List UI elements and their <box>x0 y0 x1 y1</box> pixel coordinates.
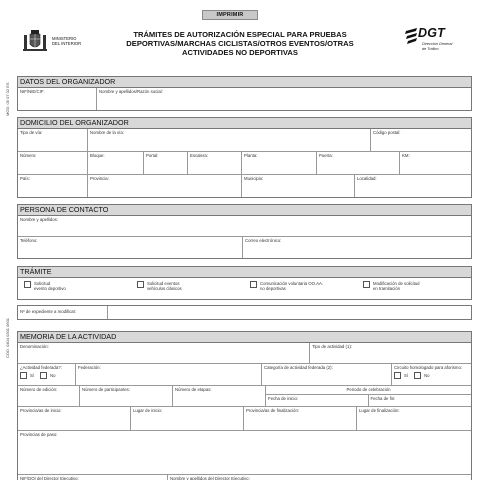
section-heading-organizador: DATOS DEL ORGANIZADOR <box>18 77 471 88</box>
categoria-field[interactable]: Categoría de actividad federada (2): <box>262 364 392 385</box>
expediente-row <box>17 305 472 320</box>
organizer-name-field[interactable]: Nombre y apellidos/Razón social: <box>99 89 163 94</box>
checkbox-modificacion-solicitud[interactable] <box>363 281 370 288</box>
block-field[interactable]: Bloque: <box>88 152 144 174</box>
circuito-no-checkbox[interactable] <box>414 372 421 379</box>
federacion-field[interactable]: Federación: <box>76 364 262 385</box>
federada-si-checkbox[interactable] <box>20 372 27 379</box>
director-name-field[interactable]: Nombre y apellidos del Director Ejecutivo: <box>170 476 250 480</box>
street-type-field[interactable]: Tipo de vía: <box>18 129 88 151</box>
edicion-field[interactable]: Número de edición: <box>18 386 80 406</box>
expediente-input[interactable] <box>108 306 471 319</box>
number-field[interactable]: Número: <box>18 152 88 174</box>
circuito-field: Circuito homologado para aforismo: Sí No <box>394 365 463 378</box>
option-comunicacion-voluntaria[interactable]: Comunicación voluntaria OO.AA. no deportivas <box>246 279 355 293</box>
provincia-fin-field[interactable]: Provincia/as de finalización: <box>244 407 357 430</box>
municipality-field[interactable]: Municipio: <box>242 175 355 197</box>
phone-field[interactable]: Teléfono: <box>18 237 243 258</box>
provincias-paso-field[interactable]: Provincias de paso: <box>20 432 58 437</box>
section-organizador <box>17 76 472 111</box>
section-tramite <box>17 266 472 300</box>
province-field[interactable]: Provincia: <box>88 175 242 197</box>
etapas-field[interactable]: Número de etapas: <box>173 386 266 406</box>
lugar-inicio-field[interactable]: Lugar de inicio: <box>131 407 244 430</box>
option-evento-deportivo[interactable]: Solicitud evento deportivo <box>20 279 129 293</box>
provincia-inicio-field[interactable]: Provincia/as de inicio: <box>18 407 131 430</box>
denominacion-field[interactable]: Denominación: <box>18 343 310 363</box>
lugar-fin-field[interactable]: Lugar de finalización: <box>359 408 400 413</box>
checkbox-comunicacion-voluntaria[interactable] <box>250 281 257 288</box>
option-modificacion-solicitud[interactable]: Modificación de solicitud en tramitación <box>359 279 469 293</box>
form-code-top: MOD. 05 07 02 ES <box>5 82 10 116</box>
checkbox-evento-deportivo[interactable] <box>24 281 31 288</box>
dgt-wordmark: DGT <box>418 26 445 40</box>
km-field[interactable]: KM: <box>402 153 410 158</box>
section-heading-contacto: PERSONA DE CONTACTO <box>18 205 471 216</box>
ministry-name-line2: DEL INTERIOR <box>52 41 82 46</box>
print-button[interactable]: IMPRIMIR <box>202 10 258 20</box>
contact-name-field[interactable]: Nombre y apellidos: <box>20 217 58 222</box>
section-domicilio <box>17 117 472 198</box>
section-contacto <box>17 204 472 259</box>
nif-field[interactable]: NIF/NIE/CIF: <box>18 88 97 110</box>
locality-field[interactable]: Localidad: <box>357 176 377 181</box>
ministry-name-line1: MINISTERIO <box>52 36 77 41</box>
section-memoria <box>17 331 472 480</box>
option-vehiculos-clasicos[interactable]: Solicitud eventos vehículos clásicos <box>133 279 242 293</box>
fecha-inicio-field[interactable]: Fecha de inicio: <box>266 395 369 406</box>
floor-field[interactable]: Planta: <box>242 152 317 174</box>
section-heading-memoria: MEMORIA DE LA ACTIVIDAD <box>18 332 471 343</box>
participantes-field[interactable]: Número de participantes: <box>80 386 173 406</box>
stair-field[interactable]: Escalera: <box>188 152 242 174</box>
checkbox-vehiculos-clasicos[interactable] <box>137 281 144 288</box>
coat-of-arms-icon <box>22 28 48 54</box>
expediente-label: Nº de expediente a modificar: <box>18 306 108 319</box>
federada-field: ¿Actividad federada?: Sí No <box>18 364 76 385</box>
circuito-si-checkbox[interactable] <box>394 372 401 379</box>
form-code-bottom: COD. 0404 0301 0601 <box>5 317 10 358</box>
dgt-mark-icon <box>404 27 419 45</box>
street-name-field[interactable]: Nombre de la vía: <box>88 129 371 151</box>
ministry-logo <box>22 28 81 54</box>
fecha-fin-field[interactable]: Fecha de fin: <box>370 396 396 401</box>
federada-no-checkbox[interactable] <box>40 372 47 379</box>
postal-code-field[interactable]: Código postal: <box>373 130 401 135</box>
director-nif-field[interactable]: NIF/DOI del Director Ejecutivo: <box>18 475 168 480</box>
activity-type-field[interactable]: Tipo de actividad (1): <box>312 344 352 349</box>
country-field[interactable]: País: <box>18 175 88 197</box>
section-heading-tramite: TRÁMITE <box>18 267 471 278</box>
email-field[interactable]: Correo electrónico: <box>245 238 282 243</box>
portal-field[interactable]: Portal: <box>144 152 188 174</box>
door-field[interactable]: Puerta: <box>317 152 400 174</box>
page-title: TRÁMITES DE AUTORIZACIÓN ESPECIAL PARA PRUEBAS DEPORTIVAS/MARCHAS CICLISTAS/OTROS EVENTOS/OTRAS ACTIVIDADES NO DEPORTIVAS <box>126 30 354 57</box>
section-heading-domicilio: DOMICILIO DEL ORGANIZADOR <box>18 118 471 129</box>
periodo-label: Periodo de celebración <box>266 386 471 395</box>
